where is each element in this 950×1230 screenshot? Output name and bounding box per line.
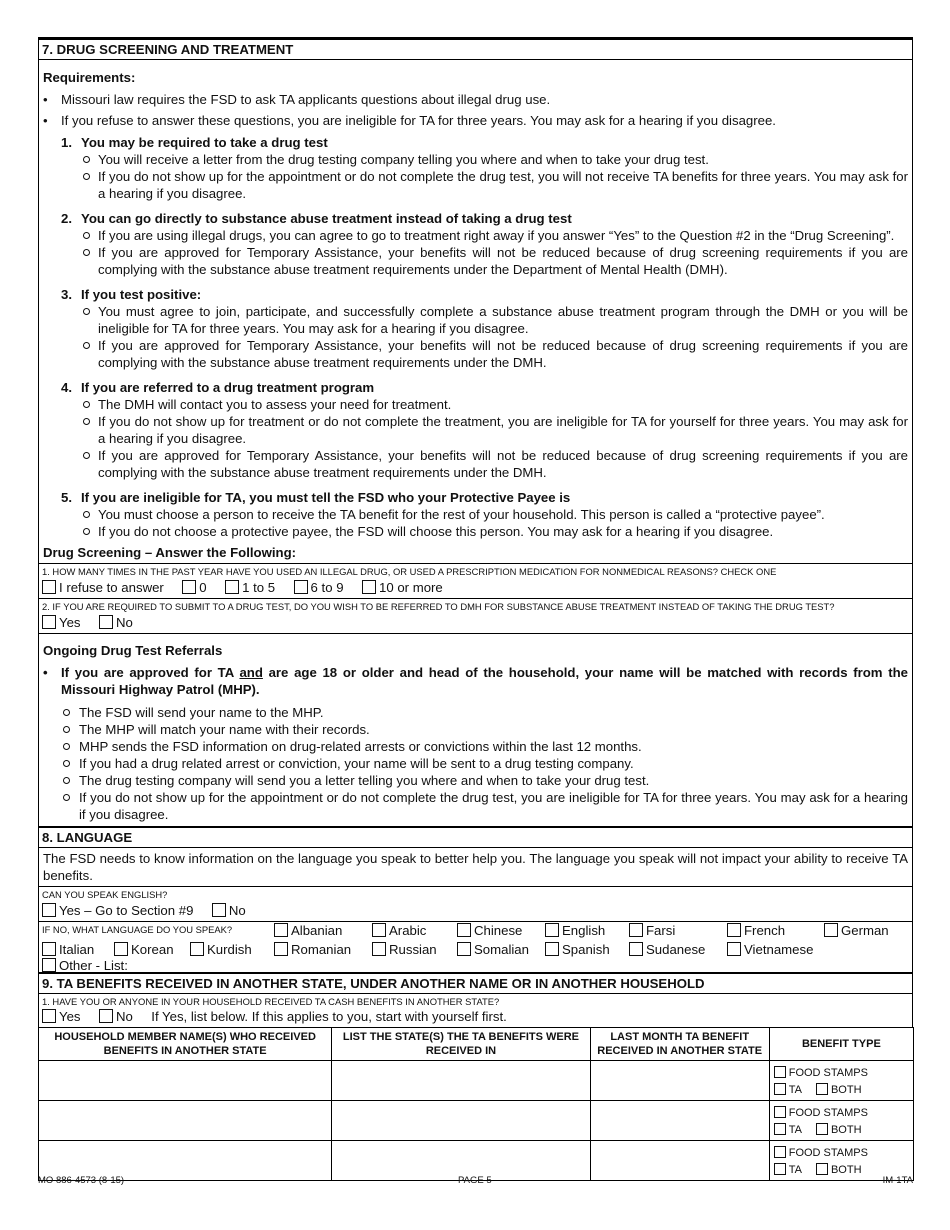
ongoing-subitem: The FSD will send your name to the MHP. — [39, 704, 912, 721]
language-option-romanian[interactable]: Romanian — [274, 941, 351, 958]
question-1-options — [39, 578, 912, 598]
requirement-subitem: If you are approved for Temporary Assistance, your benefits will not be reduced because of drug screening requirements if you are complying with the substance abuse treatment requirements under the Department of Mental Health (DMH). — [39, 244, 912, 278]
table-body — [39, 1061, 914, 1181]
requirements-title: Requirements: — [43, 70, 136, 85]
language-option-korean[interactable]: Korean — [114, 941, 174, 958]
requirement-subitem: If you do not choose a protective payee, the FSD will choose this person. You may ask for a hearing if you disagree. — [39, 523, 912, 540]
checkbox[interactable] — [457, 923, 471, 937]
question-2-label: 2. IF YOU ARE REQUIRED TO SUBMIT TO A DRUG TEST, DO YOU WISH TO BE REFERRED TO DMH FOR SUBSTANCE ABUSE TREATMENT INSTEAD OF TAKING THE DRUG TEST? — [42, 601, 835, 612]
item-number: 1. — [61, 135, 72, 150]
q2-option-yes[interactable]: Yes — [42, 614, 81, 631]
checkbox[interactable] — [774, 1123, 786, 1135]
requirement-item-title: 4. If you are referred to a drug treatment program — [61, 380, 375, 395]
q1-option-refuse[interactable]: I refuse to answer — [42, 579, 164, 596]
english-yes-option[interactable]: Yes – Go to Section #9 — [42, 902, 193, 919]
item-number: 3. — [61, 287, 72, 302]
checkbox[interactable] — [727, 942, 741, 956]
item-number: 4. — [61, 380, 72, 395]
checkbox[interactable] — [225, 580, 239, 594]
checkbox[interactable] — [42, 580, 56, 594]
requirement-item-title: 5. If you are ineligible for TA, you must tell the FSD who your Protective Payee is — [61, 490, 571, 505]
language-option-vietnamese[interactable]: Vietnamese — [727, 941, 813, 958]
both-option[interactable]: BOTH — [816, 1124, 862, 1136]
requirement-items — [39, 134, 912, 540]
food-stamps-option[interactable]: FOOD STAMPS — [774, 1065, 912, 1082]
state-cell[interactable] — [332, 1061, 590, 1101]
requirement-subitem: You will receive a letter from the drug testing company telling you where and when to take your drug test. — [39, 151, 912, 168]
q1-option-0[interactable]: 0 — [182, 579, 206, 596]
q2-option-no[interactable]: No — [99, 614, 133, 631]
requirement-subitem: If you are approved for Temporary Assistance, your benefits will not be reduced because of drug screening requirements if you are complying with the substance abuse treatment requirements under the DMH. — [39, 337, 912, 371]
checkbox[interactable] — [816, 1123, 828, 1135]
language-question-row — [39, 921, 912, 972]
language-option-chinese[interactable]: Chinese — [457, 922, 522, 939]
checkbox[interactable] — [182, 580, 196, 594]
checkbox[interactable] — [190, 942, 204, 956]
checkbox[interactable] — [816, 1163, 828, 1175]
question-2-row — [39, 598, 912, 633]
ongoing-subitem: MHP sends the FSD information on drug-related arrests or convictions within the last 12 months. — [39, 738, 912, 755]
english-no-option[interactable]: No — [212, 902, 246, 919]
checkbox[interactable] — [99, 615, 113, 629]
form-number: MO 886-4573 (8-15) — [38, 1175, 125, 1186]
table-row — [39, 1101, 914, 1141]
checkbox[interactable] — [42, 1009, 56, 1023]
ongoing-subitem: If you do not show up for the appointment or do not complete the drug test, you are ineligible for TA for three years. You may ask for a hearing if you disagree. — [39, 789, 912, 823]
ongoing-subitem: If you had a drug related arrest or conviction, your name will be sent to a drug testing company. — [39, 755, 912, 772]
section-8-header: 8. LANGUAGE — [38, 826, 913, 848]
benefit-type-cell — [769, 1061, 913, 1101]
table-row — [39, 1061, 914, 1101]
both-option[interactable]: BOTH — [816, 1084, 862, 1096]
column-header: LIST THE STATE(S) THE TA BENEFITS WERE RECEIVED IN — [332, 1028, 590, 1061]
language-question-label: IF NO, WHAT LANGUAGE DO YOU SPEAK? — [42, 924, 233, 935]
checkbox[interactable] — [362, 580, 376, 594]
checkbox[interactable] — [42, 903, 56, 917]
sec9-note: If Yes, list below. If this applies to you, start with yourself first. — [151, 1009, 507, 1024]
requirement-item-title: 3. If you test positive: — [61, 287, 202, 302]
food-stamps-option[interactable]: FOOD STAMPS — [774, 1105, 912, 1122]
language-option-french[interactable]: French — [727, 922, 785, 939]
language-option-german[interactable]: German — [824, 922, 889, 939]
requirement-subitem: You must agree to join, participate, and successfully complete a substance abuse treatment program through the DMH or you will be ineligible for TA for three years. You may ask for a hearing if you disagree. — [39, 303, 912, 337]
english-options — [39, 901, 912, 921]
requirement-bullet: • If you refuse to answer these questions, you are ineligible for TA for three years. You may ask for a hearing if you disagree. — [39, 112, 912, 129]
requirement-item — [39, 286, 912, 371]
requirement-item — [39, 210, 912, 278]
benefit-type-cell — [769, 1101, 913, 1141]
checkbox[interactable] — [114, 942, 128, 956]
checkbox[interactable] — [629, 942, 643, 956]
column-header: HOUSEHOLD MEMBER NAME(S) WHO RECEIVED BENEFITS IN ANOTHER STATE — [39, 1028, 332, 1061]
section-9-options — [39, 1008, 912, 1027]
checkbox[interactable] — [824, 923, 838, 937]
ongoing-bullet: • If you are approved for TA and are age 18 or older and head of the household, your name will be matched with records from the Missouri Highway Patrol (MHP). — [39, 664, 912, 698]
drug-screening-title: Drug Screening – Answer the Following: — [43, 545, 297, 560]
checkbox[interactable] — [774, 1083, 786, 1095]
column-header: BENEFIT TYPE — [769, 1028, 913, 1061]
language-option-sudanese[interactable]: Sudanese — [629, 941, 705, 958]
page-number: PAGE 5 — [458, 1175, 492, 1186]
checkbox[interactable] — [774, 1146, 786, 1158]
requirement-subitem: If you are using illegal drugs, you can agree to go to treatment right away if you answer “Yes” to the Question #2 in the “Drug Screening”. — [39, 227, 912, 244]
ta-option[interactable]: TA — [774, 1164, 802, 1176]
requirement-bullet: • Missouri law requires the FSD to ask TA applicants questions about illegal drug use. — [39, 91, 912, 108]
language-option-farsi[interactable]: Farsi — [629, 922, 675, 939]
checkbox[interactable] — [42, 942, 56, 956]
section-9-body — [38, 994, 913, 1027]
last-month-cell[interactable] — [590, 1061, 769, 1101]
member-name-cell[interactable] — [39, 1061, 332, 1101]
checkbox[interactable] — [816, 1083, 828, 1095]
checkbox[interactable] — [372, 942, 386, 956]
question-2-options — [39, 613, 912, 633]
language-option-kurdish[interactable]: Kurdish — [190, 941, 252, 958]
checkbox[interactable] — [545, 923, 559, 937]
ta-option[interactable]: TA — [774, 1084, 802, 1096]
requirement-subitem: The DMH will contact you to assess your need for treatment. — [39, 396, 912, 413]
table-header-row — [39, 1028, 914, 1061]
food-stamps-option[interactable]: FOOD STAMPS — [774, 1145, 912, 1162]
section-7-header: 7. DRUG SCREENING AND TREATMENT — [38, 37, 913, 60]
q1-option-1-to-5[interactable]: 1 to 5 — [225, 579, 275, 596]
checkbox[interactable] — [774, 1106, 786, 1118]
question-1-row — [39, 563, 912, 598]
ongoing-title: Ongoing Drug Test Referrals — [43, 643, 223, 658]
checkbox[interactable] — [42, 615, 56, 629]
ongoing-subitems — [39, 704, 912, 823]
checkbox[interactable] — [212, 903, 226, 917]
checkbox[interactable] — [629, 923, 643, 937]
checkbox[interactable] — [42, 958, 56, 972]
requirement-subitem: If you do not show up for the appointment or do not complete the drug test, you will not receive TA benefits for three years. You may ask for a hearing if you disagree. — [39, 168, 912, 202]
checkbox[interactable] — [274, 942, 288, 956]
requirement-item — [39, 489, 912, 540]
item-number: 2. — [61, 211, 72, 226]
language-option-russian[interactable]: Russian — [372, 941, 437, 958]
checkbox[interactable] — [545, 942, 559, 956]
language-intro: The FSD needs to know information on the language you speak to better help you. The language you speak will not impact your ability to receive TA benefits. — [43, 851, 908, 883]
requirement-subitem: If you are approved for Temporary Assistance, your benefits will not be reduced because of drug screening requirements if you are complying with the substance abuse treatment requirements under the DMH. — [39, 447, 912, 481]
column-header: LAST MONTH TA BENEFIT RECEIVED IN ANOTHER STATE — [590, 1028, 769, 1061]
section-9-question: 1. HAVE YOU OR ANYONE IN YOUR HOUSEHOLD RECEIVED TA CASH BENEFITS IN ANOTHER STATE? — [42, 996, 500, 1007]
ta-option[interactable]: TA — [774, 1124, 802, 1136]
ongoing-subitem: The drug testing company will send you a letter telling you where and when to take your drug test. — [39, 772, 912, 789]
english-question-label: CAN YOU SPEAK ENGLISH? — [42, 889, 168, 900]
item-number: 5. — [61, 490, 72, 505]
section-7-body — [38, 60, 913, 826]
section-8-body — [38, 848, 913, 972]
other-language-option[interactable]: Other - List: — [42, 958, 128, 973]
requirement-item-title: 1. You may be required to take a drug test — [61, 135, 328, 150]
member-name-cell[interactable] — [39, 1101, 332, 1141]
checkbox[interactable] — [294, 580, 308, 594]
checkbox[interactable] — [99, 1009, 113, 1023]
requirement-item — [39, 134, 912, 202]
section-9-header: 9. TA BENEFITS RECEIVED IN ANOTHER STATE, UNDER ANOTHER NAME OR IN ANOTHER HOUSEHOLD — [38, 972, 913, 994]
ongoing-subitem: The MHP will match your name with their records. — [39, 721, 912, 738]
requirement-item-title: 2. You can go directly to substance abuse treatment instead of taking a drug test — [61, 211, 572, 226]
requirement-subitem: If you do not show up for treatment or do not complete the treatment, you are ineligible for TA for yourself for three years. You may ask for a hearing if you disagree. — [39, 413, 912, 447]
form-code: IM-1TA — [882, 1175, 913, 1186]
question-1-label: 1. HOW MANY TIMES IN THE PAST YEAR HAVE YOU USED AN ILLEGAL DRUG, OR USED A PRESCRIPTION MEDICATION FOR NONMEDICAL REASONS? CHECK ONE — [42, 566, 777, 577]
last-month-cell[interactable] — [590, 1141, 769, 1181]
language-option-somalian[interactable]: Somalian — [457, 941, 529, 958]
last-month-cell[interactable] — [590, 1101, 769, 1141]
ongoing-referrals — [39, 633, 912, 823]
english-question-row — [39, 886, 912, 921]
checkbox[interactable] — [457, 942, 471, 956]
q1-option-6-to-9[interactable]: 6 to 9 — [294, 579, 344, 596]
sec9-yes-option[interactable]: Yes — [42, 1009, 81, 1025]
checkbox[interactable] — [774, 1163, 786, 1175]
language-option-arabic[interactable]: Arabic — [372, 922, 426, 939]
requirement-item — [39, 379, 912, 481]
language-option-albanian[interactable]: Albanian — [274, 922, 342, 939]
language-option-english[interactable]: English — [545, 922, 605, 939]
sec9-no-option[interactable]: No — [99, 1009, 133, 1025]
both-option[interactable]: BOTH — [816, 1164, 862, 1176]
form-page — [38, 37, 913, 1181]
language-option-italian[interactable]: Italian — [42, 941, 94, 958]
state-cell[interactable] — [332, 1101, 590, 1141]
benefits-table — [38, 1027, 914, 1181]
checkbox[interactable] — [774, 1066, 786, 1078]
requirement-subitem: You must choose a person to receive the TA benefit for the rest of your household. This person is called a “protective payee”. — [39, 506, 912, 523]
checkbox[interactable] — [727, 923, 741, 937]
language-option-spanish[interactable]: Spanish — [545, 941, 610, 958]
checkbox[interactable] — [372, 923, 386, 937]
checkbox[interactable] — [274, 923, 288, 937]
q1-option-10-or-more[interactable]: 10 or more — [362, 579, 443, 596]
